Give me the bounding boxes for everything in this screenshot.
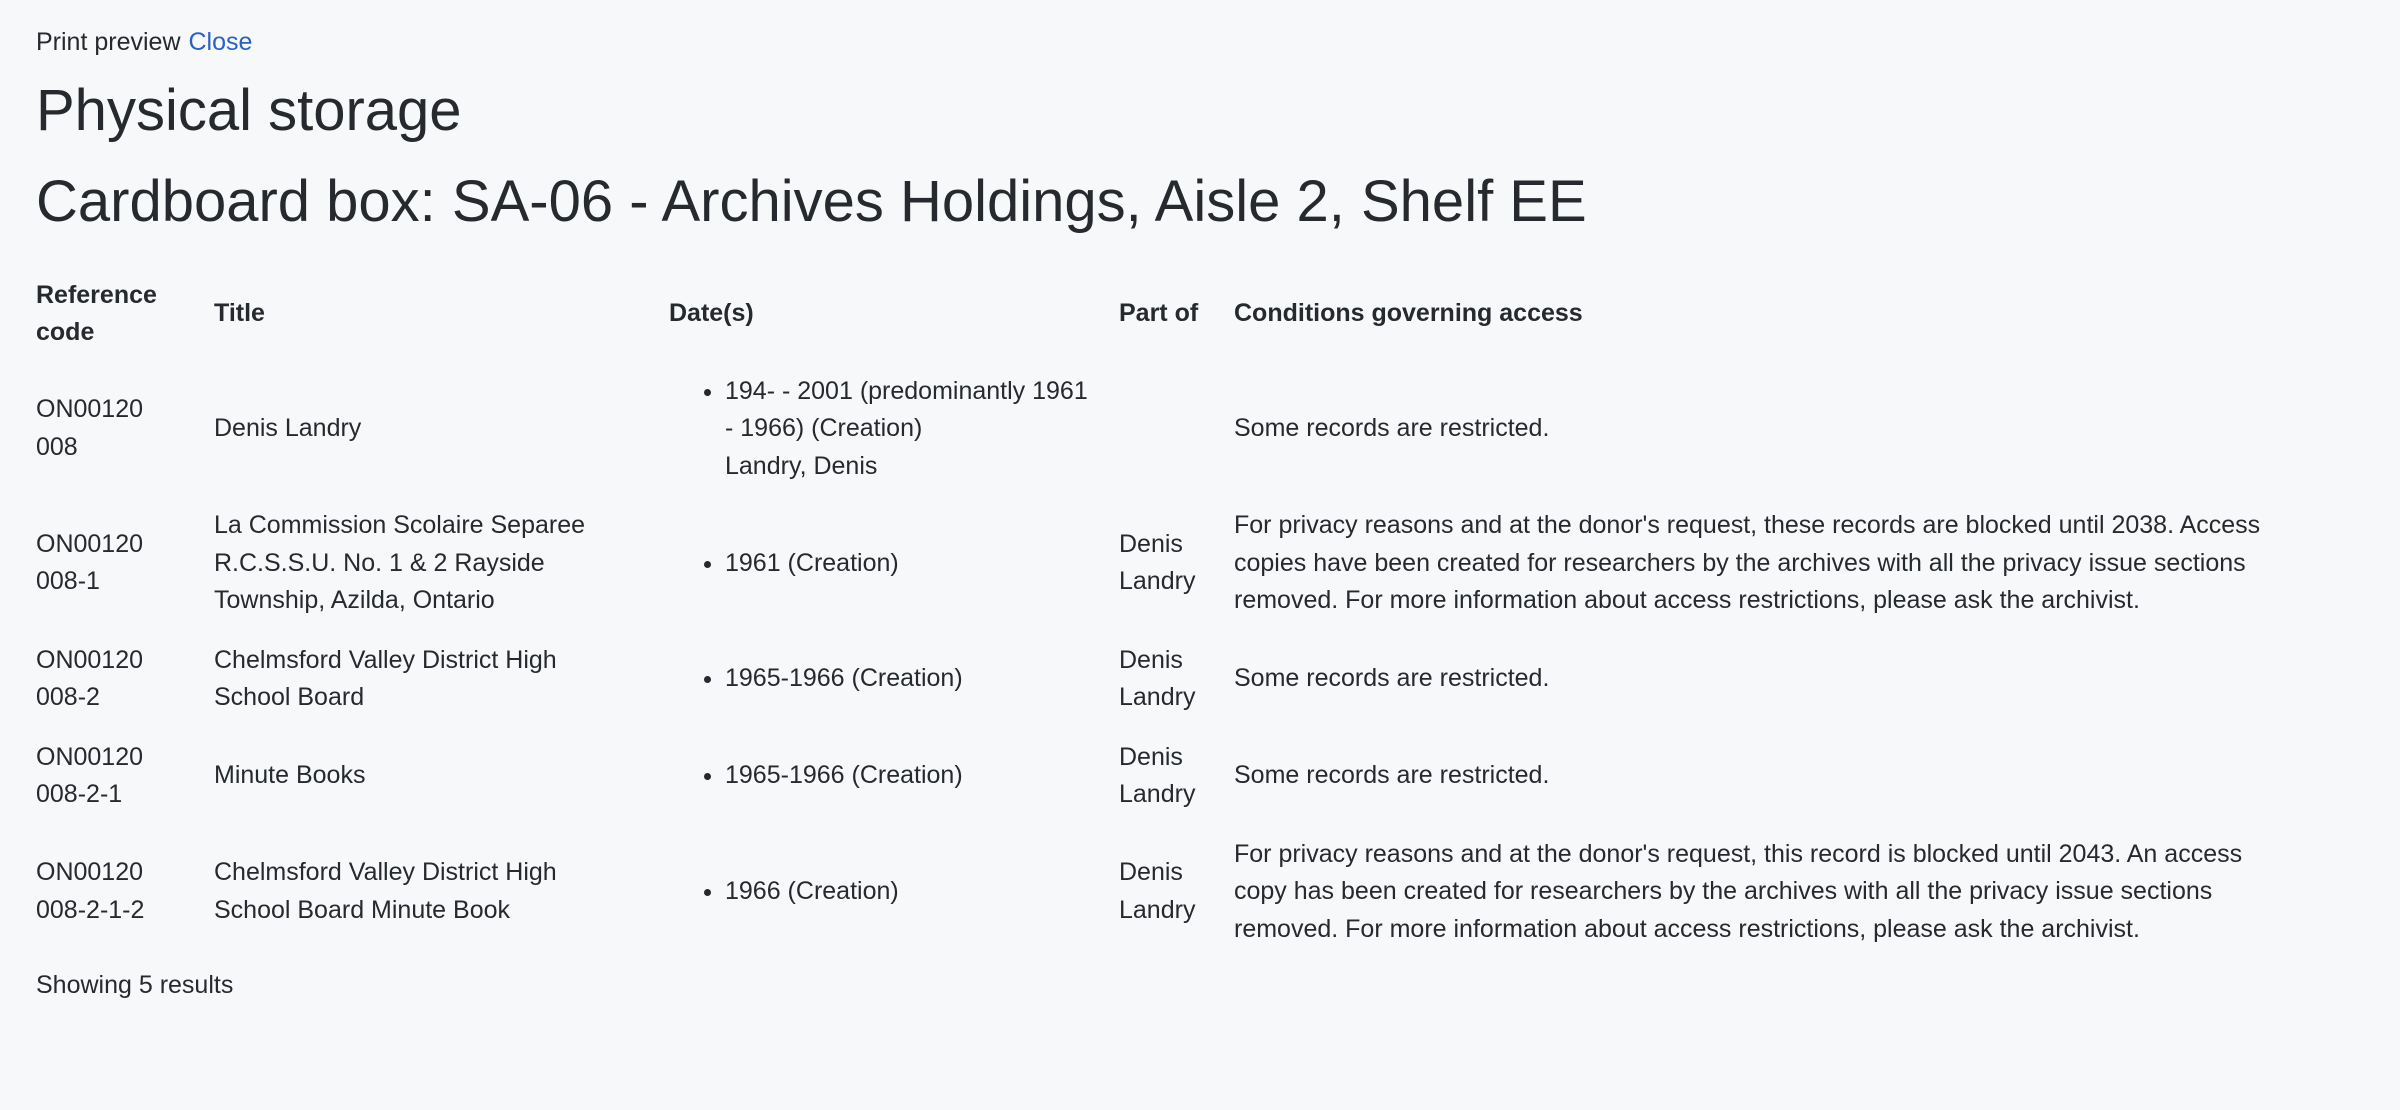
column-header-part-of: Part of — [1119, 299, 1199, 328]
cell-part-of: Denis Landry — [1119, 858, 1196, 924]
date-text: 1961 (Creation) — [725, 548, 899, 577]
close-link[interactable]: Close — [188, 28, 253, 56]
cell-conditions: For privacy reasons and at the donor's request, this record is blocked until 2043. An access copy has been created for researchers by the archives with all the privacy issue sections removed. For more information about access restrictions, please ask the archivist. — [1234, 839, 2243, 943]
cell-reference-code: ON00120 008-1 — [36, 529, 144, 596]
date-item — [725, 545, 1099, 583]
date-text: 194- - 2001 (predominantly 1961 - 1966) (Creation) — [725, 376, 1088, 443]
cell-dates — [669, 631, 1119, 728]
date-item — [725, 660, 1099, 698]
column-header-title: Title — [214, 299, 265, 328]
cell-part-of: Denis Landry — [1119, 529, 1196, 596]
cell-dates — [669, 728, 1119, 825]
storage-location-title: Cardboard box: SA-06 - Archives Holdings, Aisle 2, Shelf EE — [36, 169, 1587, 235]
cell-dates — [669, 825, 1119, 960]
cell-part-of — [1119, 362, 1234, 497]
date-list — [669, 660, 1099, 698]
table-row — [36, 728, 2364, 825]
date-list — [669, 757, 1099, 795]
table-row — [36, 496, 2364, 631]
page-title: Physical storage — [36, 77, 462, 143]
column-header-conditions: Conditions governing access — [1234, 299, 1583, 328]
print-preview-bar — [36, 24, 2364, 62]
date-text: 1965-1966 (Creation) — [725, 761, 963, 790]
cell-part-of: Denis Landry — [1119, 742, 1196, 809]
print-preview-page — [36, 24, 2364, 1005]
cell-title: Chelmsford Valley District High School Board Minute Book — [214, 858, 557, 924]
cell-reference-code: ON00120 008 — [36, 395, 144, 461]
date-creator: Landry, Denis — [725, 451, 878, 480]
cell-conditions: Some records are restricted. — [1234, 761, 1550, 790]
cell-title: La Commission Scolaire Separee R.C.S.S.U. No. 1 & 2 Rayside Township, Azilda, Ontario — [214, 511, 586, 615]
cell-dates — [669, 496, 1119, 631]
column-header-reference-code: Reference code — [36, 280, 157, 347]
date-item — [725, 757, 1099, 795]
date-list — [669, 545, 1099, 583]
table-row — [36, 362, 2364, 497]
cell-part-of: Denis Landry — [1119, 645, 1196, 712]
table-header-row — [36, 267, 2364, 362]
table-row — [36, 631, 2364, 728]
cell-reference-code: ON00120 008-2-1 — [36, 742, 144, 809]
table-row — [36, 825, 2364, 960]
date-text: 1966 (Creation) — [725, 877, 899, 906]
print-preview-label: Print preview — [36, 28, 181, 56]
date-item — [725, 373, 1099, 486]
cell-conditions: Some records are restricted. — [1234, 414, 1550, 443]
cell-conditions: For privacy reasons and at the donor's request, these records are blocked until 2038. Access copies have been created for researchers by the archives with all the privacy issue sections removed. For more information about access restrictions, please ask the archivist. — [1234, 511, 2261, 615]
results-count: Showing 5 results — [36, 971, 234, 1000]
cell-dates — [669, 362, 1119, 497]
cell-reference-code: ON00120 008-2 — [36, 645, 144, 712]
date-item — [725, 873, 1099, 911]
cell-reference-code: ON00120 008-2-1-2 — [36, 858, 145, 924]
cell-conditions: Some records are restricted. — [1234, 664, 1550, 693]
date-text: 1965-1966 (Creation) — [725, 664, 963, 693]
date-list — [669, 873, 1099, 911]
cell-title: Minute Books — [214, 761, 366, 790]
cell-title: Denis Landry — [214, 414, 362, 443]
physical-storage-table — [36, 267, 2364, 960]
cell-title: Chelmsford Valley District High School Board — [214, 645, 557, 712]
date-list — [669, 373, 1099, 486]
column-header-dates: Date(s) — [669, 299, 754, 328]
